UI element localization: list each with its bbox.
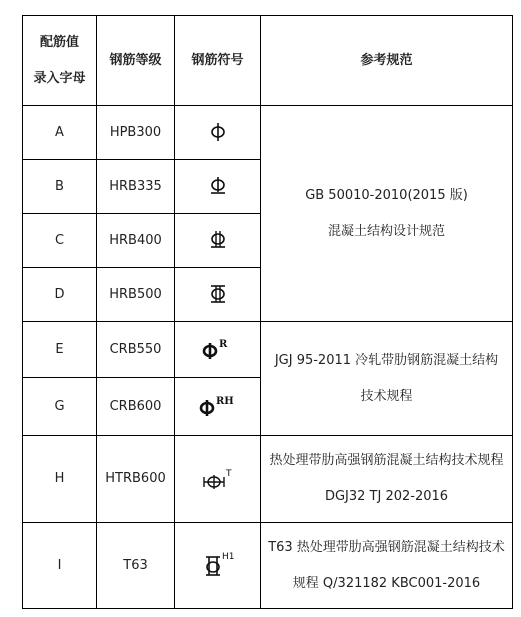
- standard-cell-jgj: [261, 322, 513, 436]
- phi-hrb335-icon: [208, 175, 228, 197]
- header-letter-line2: 录入字母: [33, 70, 86, 86]
- symbol-cell: [175, 160, 261, 214]
- header-standard: 参考规范: [261, 16, 513, 106]
- header-grade: 钢筋等级: [97, 16, 175, 106]
- standard-gb-title: 混凝土结构设计规范: [327, 223, 445, 239]
- standard-cell-dgj: [261, 436, 513, 523]
- grade-cell: CRB550: [97, 322, 175, 378]
- letter-cell: A: [23, 106, 97, 160]
- phi-hrb400-icon: [208, 229, 228, 251]
- grade-cell: HRB500: [97, 268, 175, 322]
- symbol-cell: [175, 214, 261, 268]
- phi-htrb-icon: [201, 467, 235, 491]
- standard-cell-gb: [261, 106, 513, 322]
- grade-cell: HRB335: [97, 160, 175, 214]
- table-row: [23, 106, 513, 160]
- symbol-cell: [175, 322, 261, 378]
- symbol-cell: [175, 378, 261, 436]
- letter-cell: H: [23, 436, 97, 523]
- phi-rh-superscript: RH: [215, 396, 234, 407]
- letter-cell: C: [23, 214, 97, 268]
- standard-jgj-line2: 技术规程: [360, 388, 413, 404]
- table-row: [23, 436, 513, 523]
- standard-jgj-line1: JGJ 95-2011 冷轧带肋钢筋混凝土结构: [274, 352, 499, 368]
- standard-dgj-line2: DGJ32 TJ 202-2016: [324, 489, 449, 504]
- letter-cell: B: [23, 160, 97, 214]
- header-letter: [23, 16, 97, 106]
- header-row: [23, 16, 513, 106]
- phi-hrb500-icon: [208, 283, 228, 305]
- standard-t63-line1: T63 热处理带肋高强钢筋混凝土结构技术: [268, 539, 505, 555]
- standard-dgj-line1: 热处理带肋高强钢筋混凝土结构技术规程: [269, 453, 504, 468]
- symbol-cell: [175, 106, 261, 160]
- grade-cell: CRB600: [97, 378, 175, 436]
- header-letter-line1: 配筋值: [39, 34, 79, 50]
- symbol-cell: [175, 523, 261, 609]
- table-row: [23, 322, 513, 378]
- grade-cell: HRB400: [97, 214, 175, 268]
- grade-cell: T63: [97, 523, 175, 609]
- letter-cell: E: [23, 322, 97, 378]
- table-row: [23, 523, 513, 609]
- letter-cell: G: [23, 378, 97, 436]
- symbol-cell: [175, 436, 261, 523]
- letter-cell: I: [23, 523, 97, 609]
- grade-cell: HTRB600: [97, 436, 175, 523]
- phi-htrb-superscript: T: [225, 468, 231, 479]
- standard-cell-t63: [261, 523, 513, 609]
- phi-t63-superscript: H1: [221, 552, 234, 562]
- header-symbol: 钢筋符号: [175, 16, 261, 106]
- standard-t63-line2: 规程 Q/321182 KBC001-2016: [292, 575, 481, 591]
- phi-t63-icon: [201, 551, 235, 579]
- rebar-grade-table: [22, 15, 513, 609]
- letter-cell: D: [23, 268, 97, 322]
- grade-cell: HPB300: [97, 106, 175, 160]
- phi-r-superscript: R: [218, 339, 227, 350]
- phi-r-icon: [201, 337, 235, 361]
- phi-rh-icon: [198, 394, 238, 418]
- symbol-cell: [175, 268, 261, 322]
- standard-gb-code: GB 50010-2010(2015 版): [305, 187, 468, 203]
- phi-hpb-icon: [208, 121, 228, 143]
